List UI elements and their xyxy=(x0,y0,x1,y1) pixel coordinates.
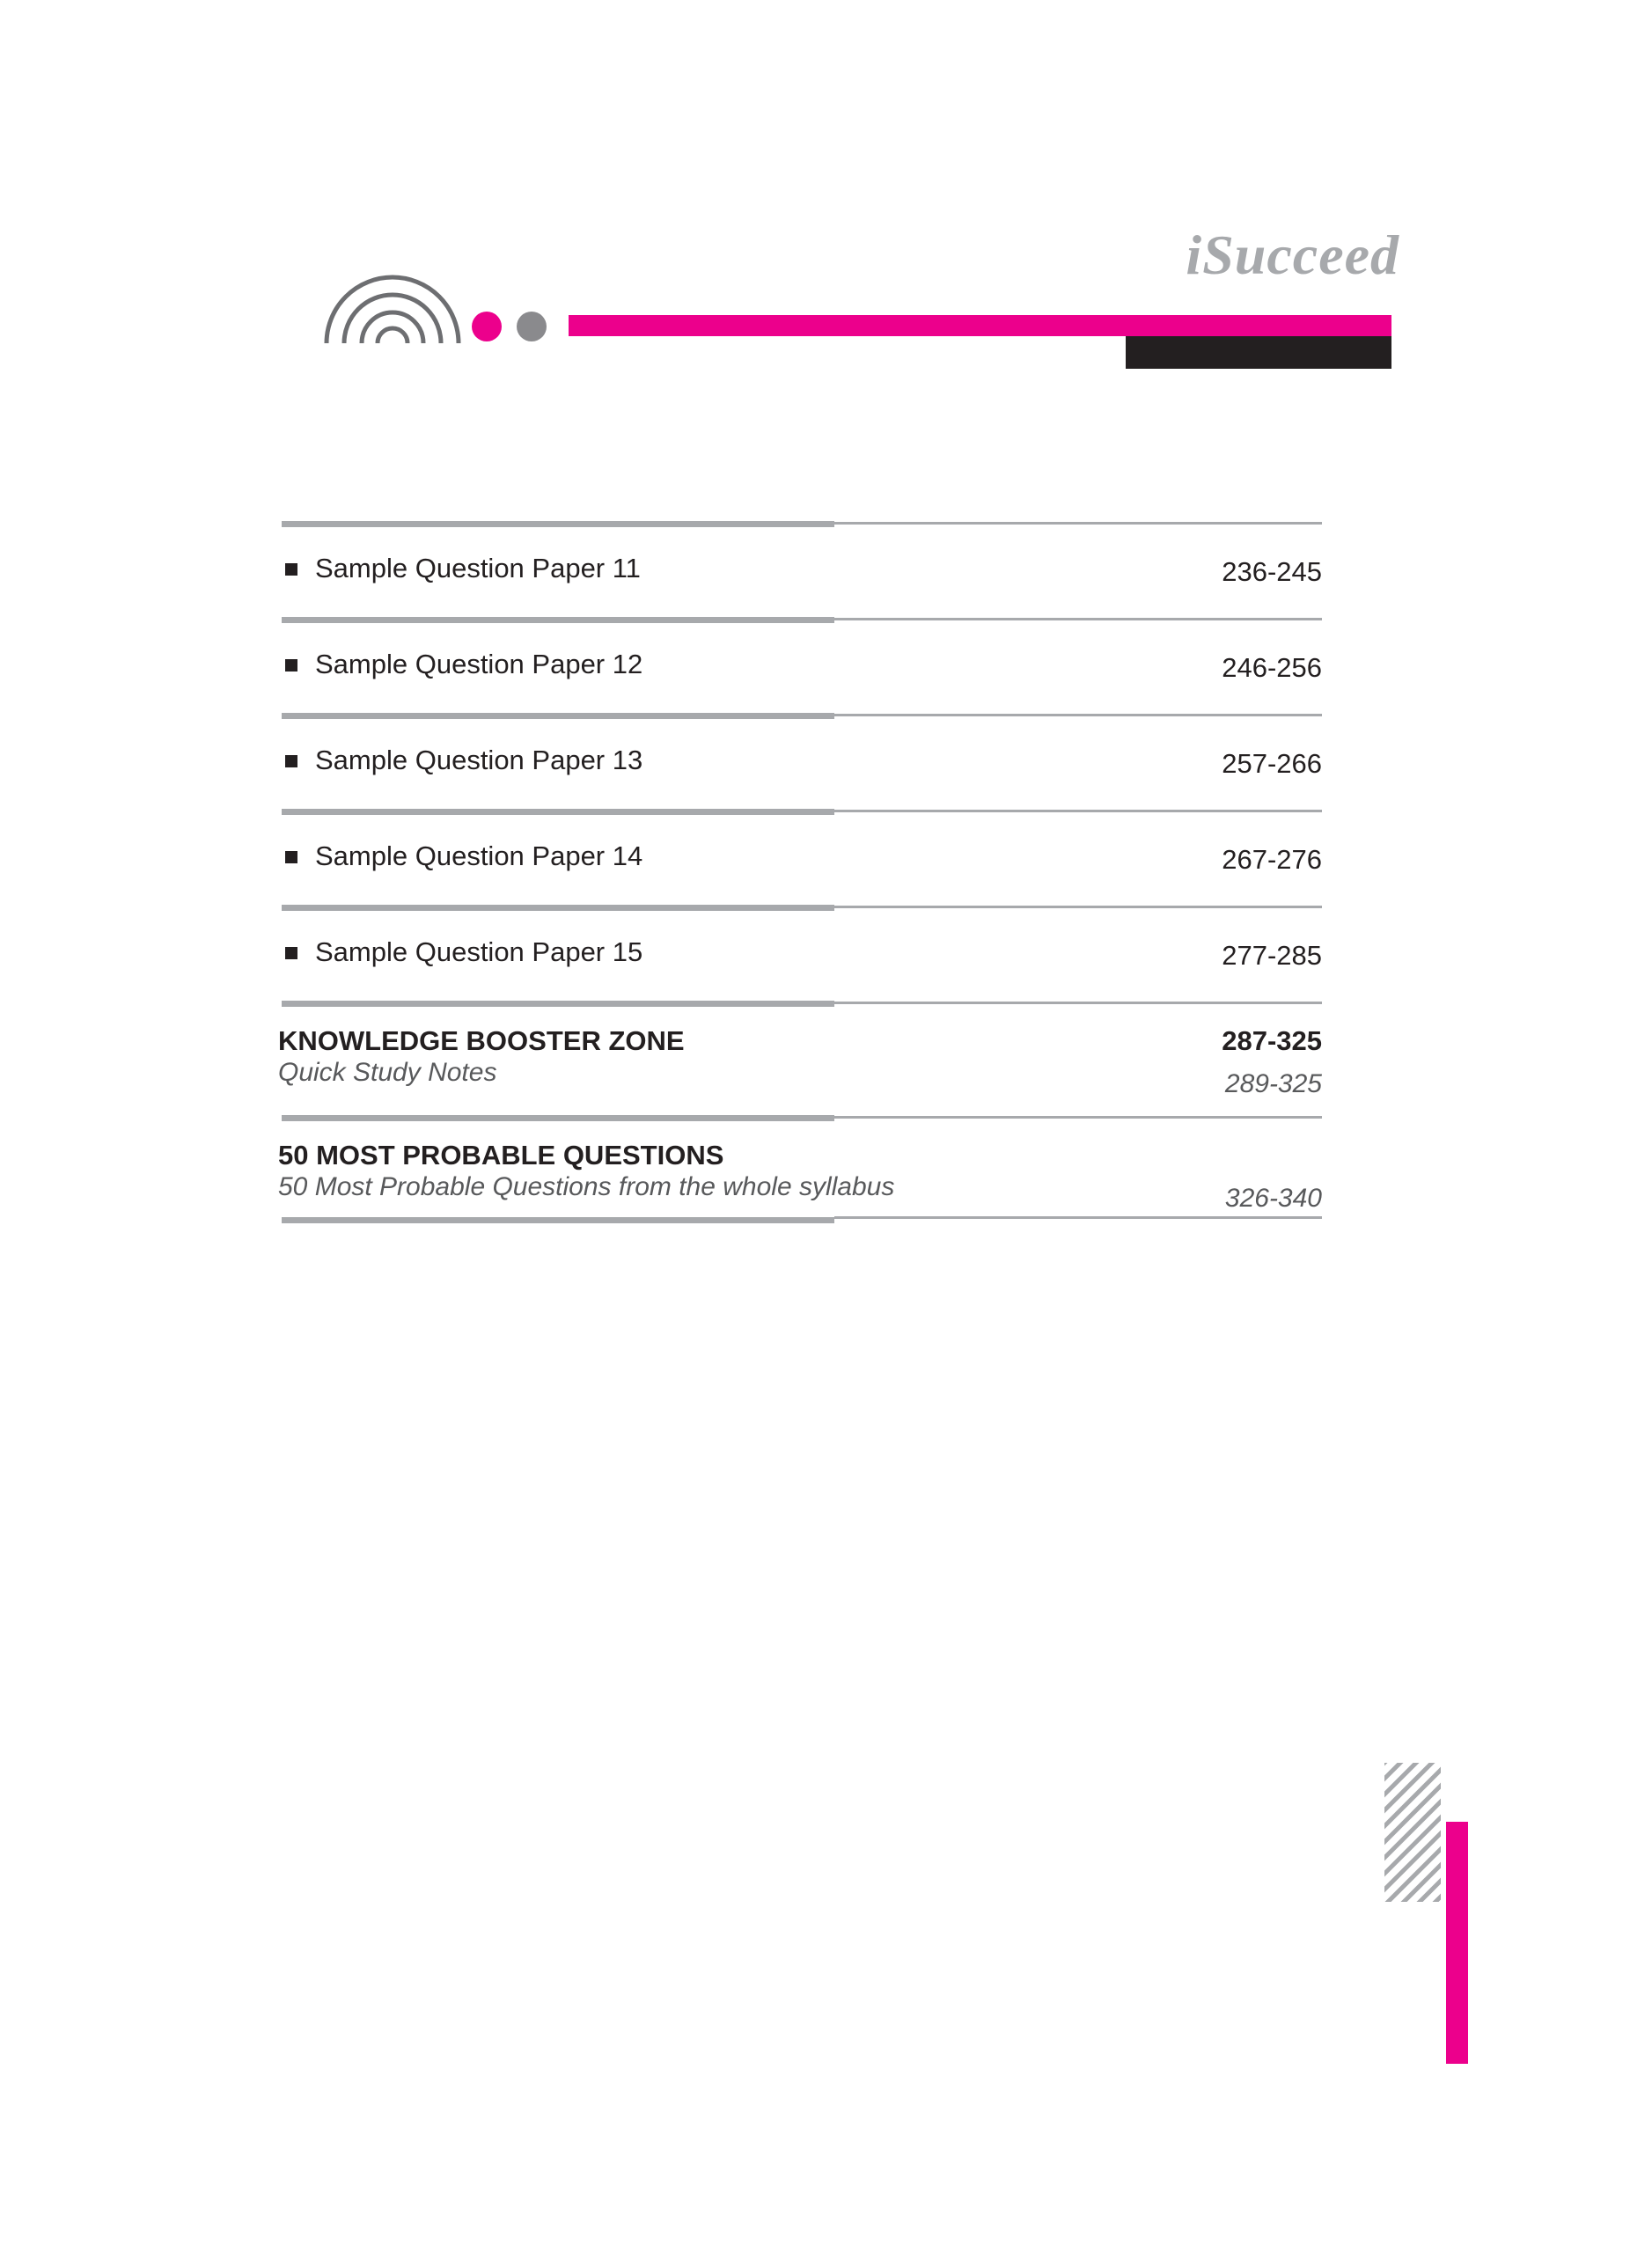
header-accent-bar xyxy=(569,315,1391,336)
square-bullet-icon xyxy=(285,563,297,576)
table-of-contents xyxy=(278,521,1322,1224)
toc-item-label: Sample Question Paper 11 xyxy=(315,553,641,583)
toc-row[interactable] xyxy=(278,617,1322,713)
square-bullet-icon xyxy=(285,851,297,863)
section-subpages: 326-340 xyxy=(1224,1184,1322,1213)
concentric-arcs-icon xyxy=(322,264,463,345)
toc-item-label: Sample Question Paper 14 xyxy=(315,840,643,871)
pink-dot xyxy=(472,312,502,341)
toc-item-label: Sample Question Paper 13 xyxy=(315,745,643,775)
brand-logo: iSucceed xyxy=(1186,224,1399,286)
toc-row[interactable] xyxy=(278,713,1322,809)
toc-row[interactable] xyxy=(278,905,1322,1001)
divider xyxy=(278,617,1322,624)
divider xyxy=(278,809,1322,816)
divider xyxy=(278,905,1322,912)
square-bullet-icon xyxy=(285,947,297,959)
section-title: 50 MOST PROBABLE QUESTIONS xyxy=(278,1140,724,1171)
toc-section-knowledge-booster[interactable] xyxy=(278,1001,1322,1115)
section-title: KNOWLEDGE BOOSTER ZONE xyxy=(278,1025,685,1056)
divider xyxy=(278,1215,1322,1222)
section-subtitle: 50 Most Probable Questions from the whole syllabus xyxy=(278,1172,895,1201)
vertical-accent-bar xyxy=(1446,1822,1468,2064)
section-pages: 287-325 xyxy=(1222,1025,1322,1056)
section-subpages: 289-325 xyxy=(1224,1069,1322,1098)
toc-item-label: Sample Question Paper 12 xyxy=(315,649,643,679)
toc-row[interactable] xyxy=(278,521,1322,617)
toc-item-pages: 277-285 xyxy=(1222,940,1322,971)
hatched-decoration xyxy=(1384,1763,1441,1902)
divider xyxy=(278,713,1322,720)
square-bullet-icon xyxy=(285,659,297,671)
square-bullet-icon xyxy=(285,755,297,767)
toc-item-pages: 257-266 xyxy=(1222,748,1322,779)
toc-item-label: Sample Question Paper 15 xyxy=(315,936,643,967)
divider xyxy=(278,1115,1322,1122)
section-subtitle: Quick Study Notes xyxy=(278,1058,497,1087)
toc-item-pages: 236-245 xyxy=(1222,556,1322,587)
toc-item-pages: 267-276 xyxy=(1222,844,1322,875)
divider xyxy=(278,1001,1322,1008)
divider xyxy=(278,521,1322,528)
header-dark-block xyxy=(1126,336,1391,369)
gray-dot xyxy=(517,312,547,341)
toc-row[interactable] xyxy=(278,809,1322,905)
bottom-divider xyxy=(278,1215,1322,1224)
toc-section-most-probable[interactable] xyxy=(278,1115,1322,1215)
toc-item-pages: 246-256 xyxy=(1222,652,1322,683)
